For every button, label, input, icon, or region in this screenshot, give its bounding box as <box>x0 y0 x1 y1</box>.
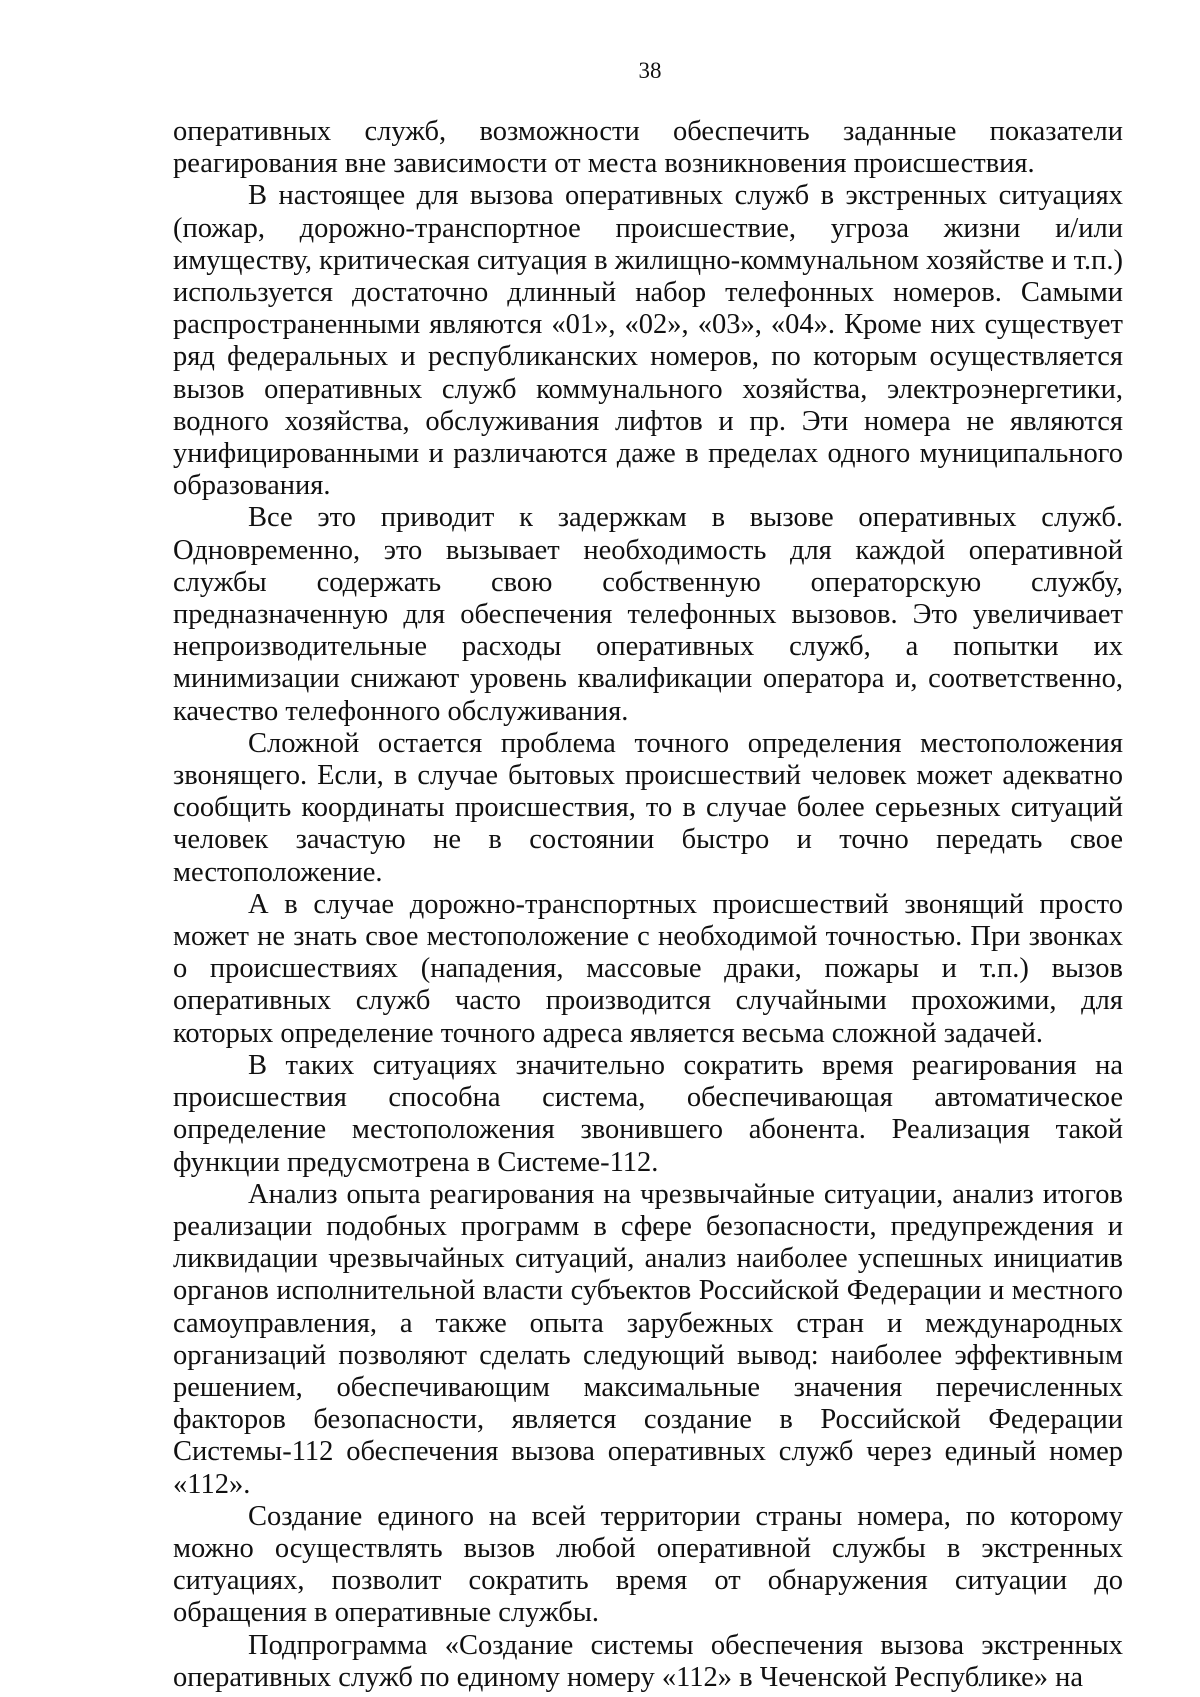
paragraph: Создание единого на всей территории страны номера, по которому можно осуществлять вызов любой оперативной службы в экстренных ситуациях, позволит сократить время от обнаружения ситуации до обращения в оперативные службы. <box>173 1500 1123 1629</box>
document-body <box>173 116 1123 1694</box>
paragraph: В таких ситуациях значительно сократить время реагирования на происшествия способна система, обеспечивающая автоматическое определение местоположения звонившего абонента. Реализация такой функции предусмотрена в Системе-112. <box>173 1049 1123 1178</box>
page-number: 38 <box>638 58 662 83</box>
paragraph-continuation: оперативных служб, возможности обеспечить заданные показатели реагирования вне зависимости от места возникновения происшествия. <box>173 116 1123 180</box>
paragraph: Сложной остается проблема точного определения местоположения звонящего. Если, в случае бытовых происшествий человек может адекватно сообщить координаты происшествия, то в случае более серьезных ситуаций человек зачастую не в состоянии быстро и точно передать свое местоположение. <box>173 727 1123 888</box>
paragraph: А в случае дорожно-транспортных происшествий звонящий просто может не знать свое местоположение с необходимой точностью. При звонках о происшествиях (нападения, массовые драки, пожары и т.п.) вызов оперативных служб часто производится случайными прохожими, для которых определение точного адреса является весьма сложной задачей. <box>173 888 1123 1049</box>
paragraph: Подпрограмма «Создание системы обеспечения вызова экстренных оперативных служб по единому номеру «112» в Чеченской Республике» на <box>173 1629 1123 1693</box>
paragraph: В настоящее для вызова оперативных служб в экстренных ситуациях (пожар, дорожно-транспортное происшествие, угроза жизни и/или имуществу, критическая ситуация в жилищно-коммунальном хозяйстве и т.п.) используется достаточно длинный набор телефонных номеров. Самыми распространенными являются «01», «02», «03», «04». Кроме них существует ряд федеральных и республиканских номеров, по которым осуществляется вызов оперативных служб коммунального хозяйства, электроэнергетики, водного хозяйства, обслуживания лифтов и пр. Эти номера не являются унифицированными и различаются даже в пределах одного муниципального образования. <box>173 180 1123 502</box>
paragraph: Все это приводит к задержкам в вызове оперативных служб. Одновременно, это вызывает необходимость для каждой оперативной службы содержать свою собственную операторскую службу, предназначенную для обеспечения телефонных вызовов. Это увеличивает непроизводительные расходы оперативных служб, а попытки их минимизации снижают уровень квалификации оператора и, соответственно, качество телефонного обслуживания. <box>173 502 1123 727</box>
paragraph: Анализ опыта реагирования на чрезвычайные ситуации, анализ итогов реализации подобных программ в сфере безопасности, предупреждения и ликвидации чрезвычайных ситуаций, анализ наиболее успешных инициатив органов исполнительной власти субъектов Российской Федерации и местного самоуправления, а также опыта зарубежных стран и международных организаций позволяют сделать следующий вывод: наиболее эффективным решением, обеспечивающим максимальные значения перечисленных факторов безопасности, является создание в Российской Федерации Системы-112 обеспечения вызова оперативных служб через единый номер «112». <box>173 1178 1123 1500</box>
